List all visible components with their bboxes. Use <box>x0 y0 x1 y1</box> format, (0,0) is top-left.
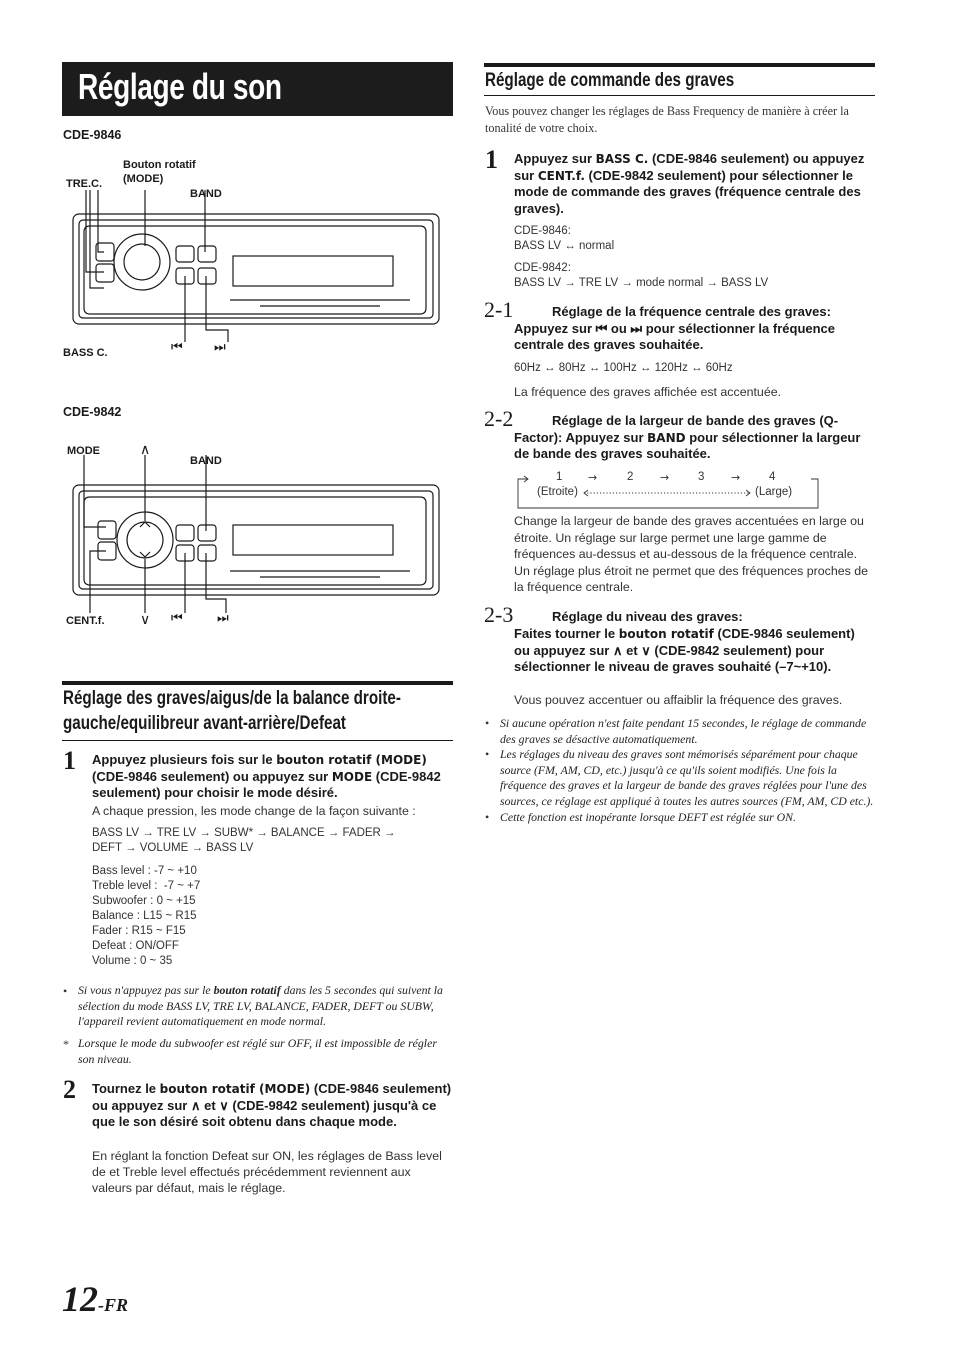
fig1-label-bassc: BASS C. <box>63 347 108 359</box>
right-step23-title: Réglage du niveau des graves: <box>552 609 743 624</box>
level-item: Defeat : ON/OFF <box>92 940 179 952</box>
note-bullet: • <box>485 716 490 730</box>
qfactor-4: 4 <box>769 471 776 483</box>
fig2-prev-icon: ⏮ <box>171 611 183 626</box>
right-step23-number: 2-3 <box>484 602 514 627</box>
fig1-device-illustration <box>60 190 450 355</box>
right-step1-number: 1 <box>485 145 498 174</box>
left-note2-bullet: * <box>63 1037 69 1051</box>
fig1-label-trec: TRE.C. <box>66 178 103 190</box>
left-section-title-line2: gauche/equilibreur avant-arrière/Defeat <box>63 713 346 734</box>
level-item: Bass level : -7 ~ +10 <box>92 865 197 877</box>
page-number: 12-FR <box>62 1279 129 1319</box>
left-step1-desc: A chaque pression, les mode change de la façon suivante : <box>92 804 416 818</box>
right-intro: Vous pouvez changer les réglages de Bass Frequency de manière à créer la tonalité de votre choix. <box>485 104 849 135</box>
left-note2: Lorsque le mode du subwoofer est réglé sur OFF, il est impossible de régler son niveau. <box>78 1036 437 1066</box>
left-section-title-line1: Réglage des graves/aigus/de la balance droite- <box>63 688 401 709</box>
fig2-label-centf: CENT.f. <box>66 615 105 627</box>
note-text: Cette fonction est inopérante lorsque DEFT est réglée sur ON. <box>500 809 796 824</box>
level-item: Volume : 0 ~ 35 <box>92 955 173 967</box>
right-step1-instruction: Appuyez sur BASS C. (CDE-9846 seulement) ou appuyez sur CENT.f. (CDE-9842 seulement) pour sélectionner le mode de commande des graves (fréquence centrale des graves). <box>514 151 865 216</box>
right-step21-seq: 60Hz ↔ 80Hz ↔ 100Hz ↔ 120Hz ↔ 60Hz <box>514 362 733 374</box>
fig1-model: CDE-9846 <box>63 128 122 142</box>
svg-text:→: → <box>731 471 741 484</box>
right-step21-number: 2-1 <box>484 297 514 322</box>
left-step1-instruction: Appuyez plusieurs fois sur le bouton rotatif (MODE) (CDE-9846 seulement) ou appuyez sur MODE (CDE-9842 seulement) pour choisir le mode désiré. <box>92 752 441 801</box>
note-text: Si aucune opération n'est faite pendant 15 secondes, le réglage de commande des graves se désactive automatiquement. <box>500 716 867 746</box>
left-step2-desc: En réglant la fonction Defeat sur ON, les réglages de Bass level de et Treble level effectués précédemment reviennent aux valeurs par défaut, mais le réglage. <box>92 1149 442 1195</box>
right-step23-desc: Vous pouvez accentuer ou affaiblir la fréquence des graves. <box>514 693 843 707</box>
note-item <box>485 716 877 747</box>
note-bullet: • <box>485 747 490 762</box>
fig2-label-band: BAND <box>190 455 222 467</box>
left-step1-number: 1 <box>63 746 76 775</box>
svg-text:→: → <box>660 471 670 484</box>
right-step1-model1: CDE-9846: <box>514 225 571 237</box>
left-note1: Si vous n'appuyez pas sur le bouton rotatif dans les 5 secondes qui suivent la sélection du mode BASS LV, TRE LV, BALANCE, FADER, DEFT ou SUBW, l'appareil revient automatiquement en mode normal. <box>78 983 443 1029</box>
level-item: Subwoofer : 0 ~ +15 <box>92 895 196 907</box>
level-item: Treble level : -7 ~ +7 <box>92 880 201 892</box>
fig1-label-rotary: Bouton rotatif (MODE) <box>123 159 196 185</box>
level-item: Fader : R15 ~ F15 <box>92 925 186 937</box>
fig2-next-icon: ⏭ <box>217 611 229 626</box>
fig2-device-illustration <box>60 455 450 625</box>
note-item <box>485 747 877 809</box>
left-note1-bullet: • <box>63 984 68 998</box>
left-step1-levels <box>92 864 392 969</box>
right-step22-desc: Change la largeur de bande des graves accentuées en large ou étroite. Un réglage sur large permet une large gamme de fréquences au-dessus et au-dessous de la fréquence centrale. Un réglage plus étroit ne permet que des fréquences proches de la fréquence centrale. <box>514 514 869 595</box>
left-section-underline <box>62 740 453 741</box>
fig1-label-band: BAND <box>190 188 222 200</box>
right-section-underline <box>484 95 875 96</box>
right-notes <box>485 716 877 825</box>
right-section-rule <box>484 63 875 67</box>
page-title-bar <box>62 62 453 116</box>
qfactor-1: 1 <box>556 471 563 483</box>
left-step2-instruction: Tournez le bouton rotatif (MODE) (CDE-9846 seulement) ou appuyez sur ∧ et ∨ (CDE-9842 seulement) jusqu'à ce que le son désiré soit obtenu dans chaque mode. <box>92 1081 452 1130</box>
qfactor-wide-label: (Large) <box>755 486 793 498</box>
right-step21-instruction: Réglage de la fréquence centrale des graves: Appuyez sur ⏮ ou ⏭ pour sélectionner la fréquence centrale des graves souhaitée. <box>514 304 836 353</box>
fig1-next-icon: ⏭ <box>214 340 226 355</box>
right-step21-desc: La fréquence des graves affichée est accentuée. <box>514 385 782 399</box>
right-section-title: Réglage de commande des graves <box>485 70 735 91</box>
right-step1-seq2: BASS LV → TRE LV → mode normal → BASS LV <box>514 277 769 289</box>
qfactor-narrow-label: (Etroite) <box>537 486 578 498</box>
qfactor-3: 3 <box>698 471 705 483</box>
right-step1-seq1: BASS LV ↔ normal <box>514 240 615 252</box>
level-item: Balance : L15 ~ R15 <box>92 910 197 922</box>
qfactor-2: 2 <box>627 471 634 483</box>
fig2-down-icon: ∨ <box>140 611 151 627</box>
svg-text:→: → <box>588 471 598 484</box>
left-section-rule <box>62 681 453 685</box>
right-step1-model2: CDE-9842: <box>514 262 571 274</box>
right-step23-instruction: Faites tourner le bouton rotatif (CDE-9846 seulement) ou appuyez sur ∧ et ∨ (CDE-9842 seulement) pour sélectionner le niveau de graves souhaité (–7~+10). <box>514 626 855 675</box>
page-title: Réglage du son <box>78 66 282 107</box>
right-step22-instruction: Réglage de la largeur de bande des graves (Q-Factor): Appuyez sur BAND pour sélectionner la largeur de bande des graves souhaitée. <box>514 413 861 462</box>
note-bullet: • <box>485 809 490 824</box>
fig2-label-mode: MODE <box>67 445 100 457</box>
fig2-model: CDE-9842 <box>63 405 122 419</box>
note-text: Les réglages du niveau des graves sont mémorisés séparément pour chaque source (FM, AM, CD, etc.) jusqu'à ce qu'ils soient modifiés. Une fois la fréquence des graves et la largeur de bande des graves réglées pour l'une des sources, ce réglage est appliqué à toutes les autres sources (FM, AM, CD etc.). <box>500 747 874 808</box>
left-step2-number: 2 <box>63 1075 76 1104</box>
right-step22-number: 2-2 <box>484 406 514 431</box>
fig1-prev-icon: ⏮ <box>171 340 183 355</box>
left-step1-sequence: BASS LV → TRE LV → SUBW* → BALANCE → FADER → DEFT → VOLUME → BASS LV <box>92 827 396 854</box>
fig2-up-icon: ∧ <box>140 441 151 457</box>
note-item <box>485 810 877 826</box>
